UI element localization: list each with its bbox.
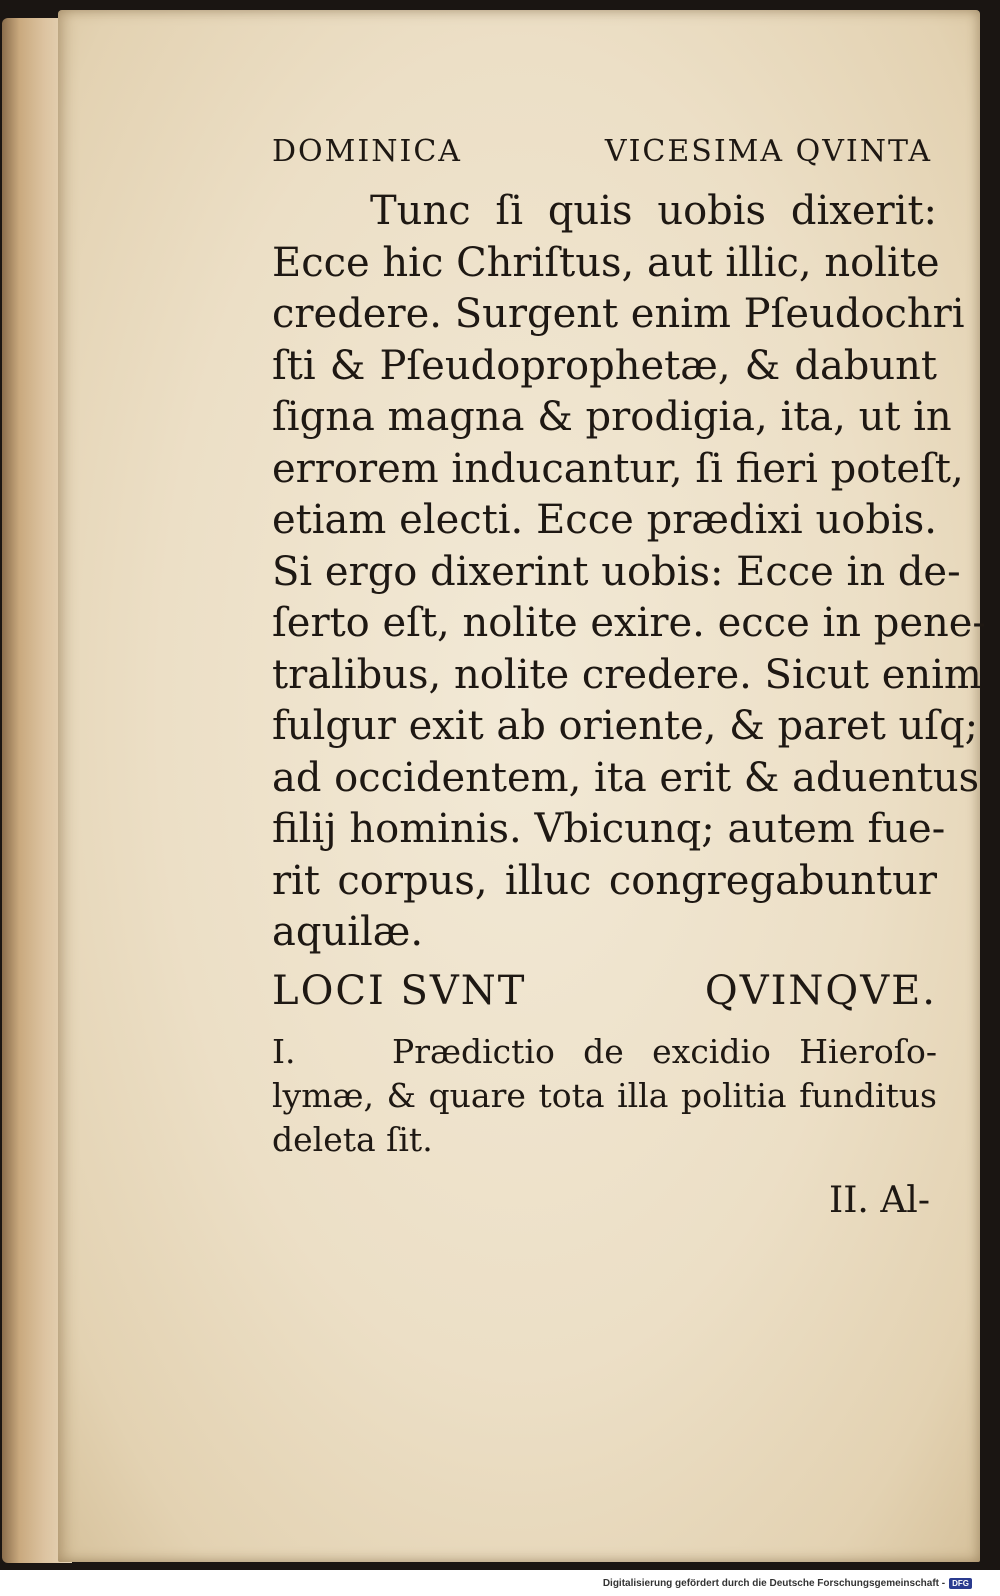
text-line: ad occidentem, ita erit & aduentus — [272, 754, 980, 801]
numbered-item — [272, 1030, 937, 1162]
text-line: credere. Surgent enim Pſeudochri — [272, 291, 965, 337]
text-line: Si ergo dixerint uobis: Ecce in de- — [272, 548, 961, 595]
item-line: deleta ſit. — [272, 1120, 433, 1159]
item-line: lymæ, & quare tota illa politia funditus — [272, 1076, 937, 1115]
text-line: ſigna magna & prodigia, ita, ut in — [272, 394, 952, 440]
header-right: VICESIMA QVINTA — [604, 134, 932, 169]
text-line: etiam electi. Ecce prædixi uobis. — [272, 497, 937, 543]
text-line: ſerto eſt, nolite exire. ecce in pene- — [272, 600, 986, 646]
section-heading-right: QVINQVE. — [704, 968, 937, 1014]
item-line — [272, 1030, 937, 1074]
catchword: II. Al- — [828, 1180, 930, 1221]
text-line: rit corpus, illuc congregabuntur — [272, 857, 937, 904]
credit-text: Digitalisierung gefördert durch die Deutsche Forschungsgemeinschaft - — [602, 1578, 946, 1589]
text-line: fulgur exit ab oriente, & paret uſq; — [272, 703, 979, 749]
header-left: DOMINICA — [272, 134, 462, 169]
text-line: tralibus, nolite credere. Sicut enim — [272, 651, 982, 698]
running-header — [272, 134, 932, 169]
text-line: ſti & Pſeudoprophetæ, & dabunt — [272, 342, 937, 389]
section-heading — [272, 968, 937, 1014]
text-line: Tunc ſi quis uobis dixerit: — [370, 188, 937, 234]
dfg-logo: DFG — [949, 1578, 972, 1589]
gospel-text — [272, 186, 986, 959]
item-number: I. — [272, 1032, 296, 1071]
text-line: aquilæ. — [272, 909, 424, 955]
section-heading-left: LOCI SVNT — [272, 968, 527, 1014]
text-line: errorem inducantur, ſi fieri poteſt, — [272, 445, 964, 492]
text-line: Ecce hic Chriſtus, aut illic, nolite — [272, 239, 940, 286]
digitization-credit — [603, 1578, 972, 1589]
item-line-text: Prædictio de excidio Hieroſo- — [392, 1032, 937, 1071]
text-line: filij hominis. Vbicunq; autem fue- — [272, 806, 946, 852]
